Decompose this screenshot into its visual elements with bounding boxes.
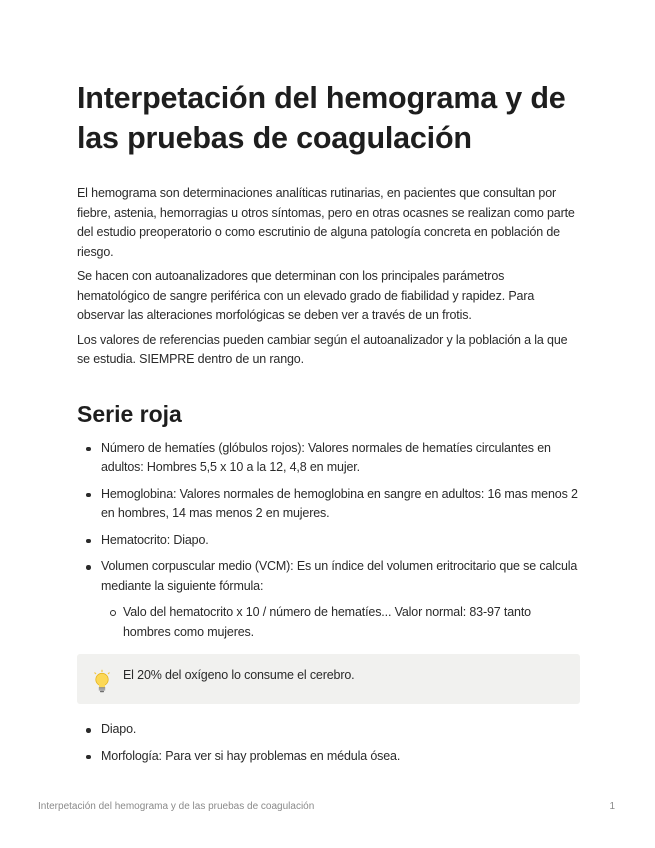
list-item <box>77 557 580 642</box>
list-item <box>77 720 580 740</box>
document-page <box>77 78 580 773</box>
list-item-text: Hematocrito: Diapo. <box>101 532 209 547</box>
callout-text: El 20% del oxígeno lo consume el cerebro. <box>123 668 355 682</box>
page-footer <box>38 800 617 814</box>
footer-title: Interpetación del hemograma y de las pruebas de coagulación <box>38 801 315 812</box>
lightbulb-icon <box>91 669 113 693</box>
list-item-text: Diapo. <box>101 722 137 736</box>
list-item-text: Morfología: Para ver si hay problemas en médula ósea. <box>101 748 401 763</box>
list-item-text: Volumen corpuscular medio (VCM): Es un índice del volumen eritrocitario que se calcula mediante la siguiente fórmula: <box>101 559 578 593</box>
list-item <box>77 485 580 524</box>
intro-paragraph: El hemograma son determinaciones analíticas rutinarias, en pacientes que consultan por fiebre, astenia, hemorragias u otros síntomas, pero en otras ocasnes se realizan como parte del estudio preoperatorio o como escrutinio de alguna patología concreta en población de riesgo. <box>77 186 575 259</box>
page-title: Interpetación del hemograma y de las pruebas de coagulación <box>77 81 566 155</box>
bullet-list <box>77 720 580 766</box>
list-item-text: Hemoglobina: Valores normales de hemoglobina en sangre en adultos: 16 mas menos 2 en hombres, 14 mas menos 2 en mujeres. <box>101 486 578 520</box>
sub-list-item-text: Valo del hematocrito x 10 / número de hematíes... Valor normal: 83-97 tanto hombres como mujeres. <box>123 605 531 639</box>
list-item <box>77 439 580 478</box>
list-item-text: Número de hematíes (glóbulos rojos): Valores normales de hematíes circulantes en adultos: Hombres 5,5 x 10 a la 12, 4,8 en mujer. <box>101 440 551 474</box>
list-item <box>77 531 580 551</box>
intro-section <box>77 184 580 370</box>
callout-box <box>77 654 580 704</box>
bullet-list <box>77 439 580 643</box>
section-heading: Serie roja <box>77 400 182 427</box>
intro-paragraph: Los valores de referencias pueden cambiar según el autoanalizador y la población a la que se estudia. SIEMPRE dentro de un rango. <box>77 332 568 366</box>
intro-paragraph: Se hacen con autoanalizadores que determinan con los principales parámetros hematológico de sangre periférica con un elevado grado de fiabilidad y rapidez. Para observar las alteraciones morfológicas se deben ver a través de un frotis. <box>77 269 535 322</box>
page-number: 1 <box>609 801 615 812</box>
sub-list-item <box>101 603 580 642</box>
list-item <box>77 747 580 767</box>
sub-list <box>101 603 580 642</box>
